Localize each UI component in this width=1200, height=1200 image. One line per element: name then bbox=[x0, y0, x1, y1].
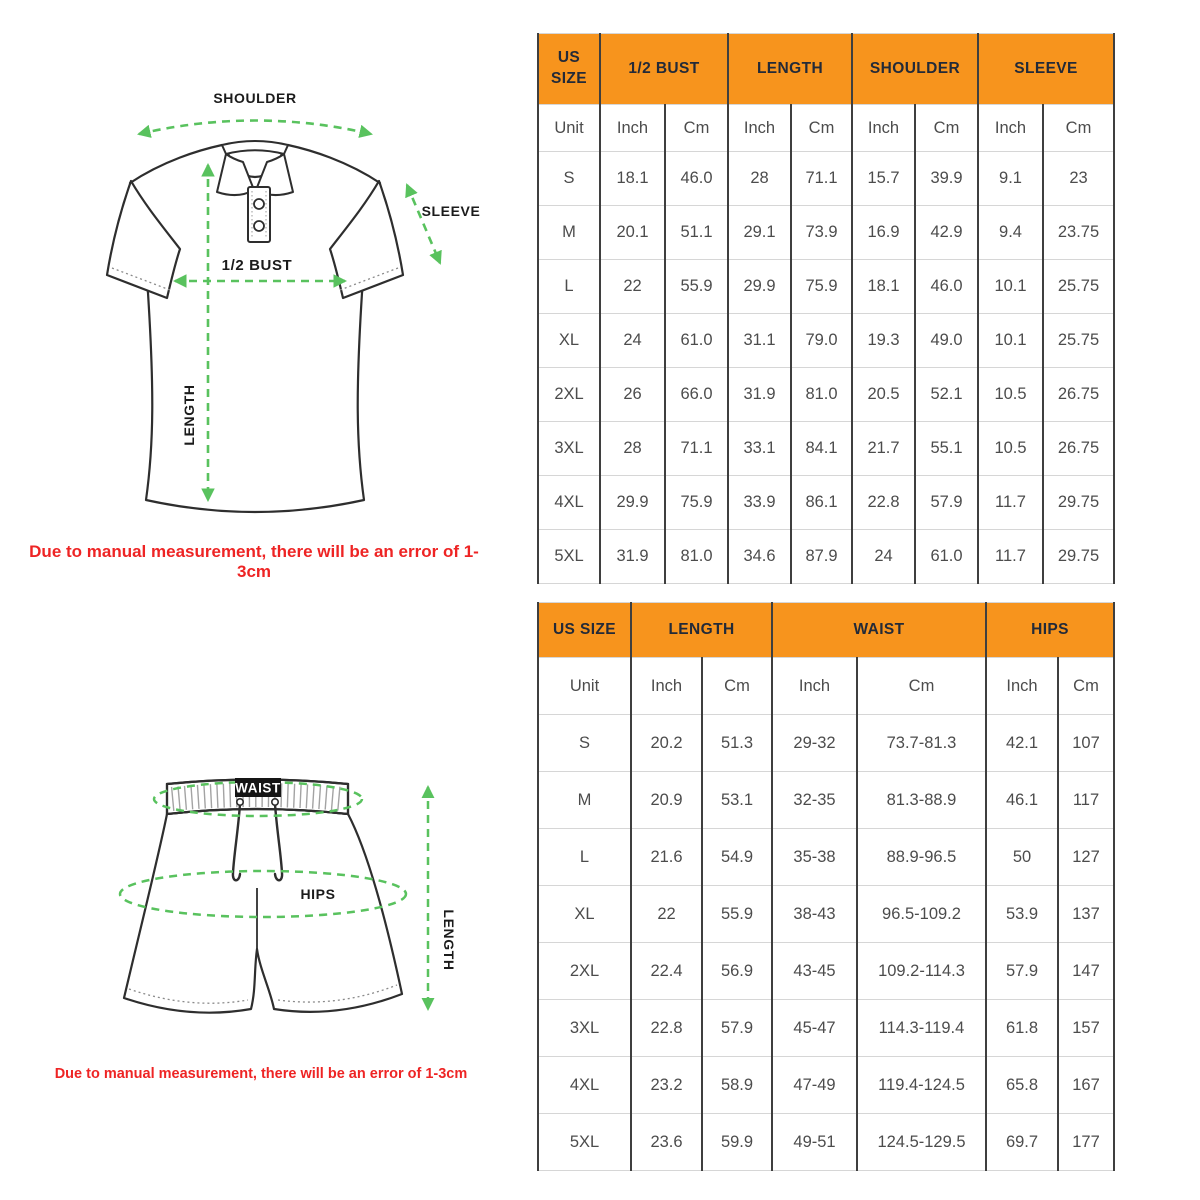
button bbox=[254, 221, 264, 231]
header-row bbox=[538, 603, 1114, 658]
value-cell: 79.0 bbox=[791, 314, 852, 368]
value-cell: 157 bbox=[1058, 1000, 1114, 1057]
size-cell: 3XL bbox=[538, 1000, 631, 1057]
value-cell: 55.1 bbox=[915, 422, 978, 476]
unit-cell: Inch bbox=[852, 105, 915, 152]
value-cell: 26.75 bbox=[1043, 368, 1114, 422]
value-cell: 54.9 bbox=[702, 829, 772, 886]
value-cell: 33.9 bbox=[728, 476, 791, 530]
size-cell: XL bbox=[538, 314, 600, 368]
value-cell: 29.75 bbox=[1043, 530, 1114, 584]
size-row bbox=[538, 943, 1114, 1000]
size-row bbox=[538, 530, 1114, 584]
shorts-diagram bbox=[70, 742, 490, 1042]
value-cell: 119.4-124.5 bbox=[857, 1057, 986, 1114]
value-cell: 55.9 bbox=[665, 260, 728, 314]
unit-row bbox=[538, 658, 1114, 715]
value-cell: 29.9 bbox=[728, 260, 791, 314]
shirt-size-table bbox=[537, 33, 1115, 584]
value-cell: 23.2 bbox=[631, 1057, 702, 1114]
size-row bbox=[538, 152, 1114, 206]
value-cell: 56.9 bbox=[702, 943, 772, 1000]
value-cell: 10.5 bbox=[978, 422, 1043, 476]
header-us-size: US SIZE bbox=[538, 34, 600, 105]
unit-cell: Inch bbox=[772, 658, 857, 715]
unit-cell: Cm bbox=[915, 105, 978, 152]
unit-cell: Cm bbox=[1043, 105, 1114, 152]
header-waist: WAIST bbox=[772, 603, 986, 658]
value-cell: 31.1 bbox=[728, 314, 791, 368]
measurement-error-note: Due to manual measurement, there will be an error of 1-3cm bbox=[54, 1066, 468, 1082]
unit-cell: Cm bbox=[665, 105, 728, 152]
value-cell: 22.4 bbox=[631, 943, 702, 1000]
value-cell: 45-47 bbox=[772, 1000, 857, 1057]
value-cell: 11.7 bbox=[978, 530, 1043, 584]
value-cell: 28 bbox=[600, 422, 665, 476]
value-cell: 51.3 bbox=[702, 715, 772, 772]
value-cell: 23 bbox=[1043, 152, 1114, 206]
value-cell: 20.9 bbox=[631, 772, 702, 829]
value-cell: 53.9 bbox=[986, 886, 1058, 943]
value-cell: 59.9 bbox=[702, 1114, 772, 1171]
unit-cell: Inch bbox=[600, 105, 665, 152]
value-cell: 55.9 bbox=[702, 886, 772, 943]
size-row bbox=[538, 1114, 1114, 1171]
shoulder-arrow bbox=[139, 121, 371, 135]
size-row bbox=[538, 314, 1114, 368]
half-bust-label: 1/2 BUST bbox=[221, 257, 293, 274]
value-cell: 39.9 bbox=[915, 152, 978, 206]
value-cell: 20.5 bbox=[852, 368, 915, 422]
value-cell: 86.1 bbox=[791, 476, 852, 530]
value-cell: 88.9-96.5 bbox=[857, 829, 986, 886]
unit-cell: Cm bbox=[791, 105, 852, 152]
value-cell: 137 bbox=[1058, 886, 1114, 943]
value-cell: 49-51 bbox=[772, 1114, 857, 1171]
value-cell: 15.7 bbox=[852, 152, 915, 206]
size-cell: L bbox=[538, 260, 600, 314]
size-cell: 4XL bbox=[538, 476, 600, 530]
value-cell: 107 bbox=[1058, 715, 1114, 772]
value-cell: 31.9 bbox=[600, 530, 665, 584]
value-cell: 20.1 bbox=[600, 206, 665, 260]
value-cell: 61.0 bbox=[915, 530, 978, 584]
value-cell: 28 bbox=[728, 152, 791, 206]
value-cell: 10.1 bbox=[978, 314, 1043, 368]
value-cell: 29.1 bbox=[728, 206, 791, 260]
size-row bbox=[538, 1000, 1114, 1057]
value-cell: 38-43 bbox=[772, 886, 857, 943]
size-row bbox=[538, 886, 1114, 943]
value-cell: 69.7 bbox=[986, 1114, 1058, 1171]
value-cell: 49.0 bbox=[915, 314, 978, 368]
size-row bbox=[538, 206, 1114, 260]
value-cell: 21.7 bbox=[852, 422, 915, 476]
sleeve-arrow bbox=[407, 185, 440, 263]
value-cell: 26.75 bbox=[1043, 422, 1114, 476]
value-cell: 23.6 bbox=[631, 1114, 702, 1171]
value-cell: 81.0 bbox=[665, 530, 728, 584]
value-cell: 87.9 bbox=[791, 530, 852, 584]
value-cell: 46.0 bbox=[665, 152, 728, 206]
unit-cell: Inch bbox=[986, 658, 1058, 715]
value-cell: 29.9 bbox=[600, 476, 665, 530]
value-cell: 65.8 bbox=[986, 1057, 1058, 1114]
value-cell: 53.1 bbox=[702, 772, 772, 829]
value-cell: 10.1 bbox=[978, 260, 1043, 314]
value-cell: 177 bbox=[1058, 1114, 1114, 1171]
size-row bbox=[538, 260, 1114, 314]
polo-shirt-diagram bbox=[85, 88, 490, 533]
value-cell: 50 bbox=[986, 829, 1058, 886]
value-cell: 9.4 bbox=[978, 206, 1043, 260]
size-cell: M bbox=[538, 772, 631, 829]
waist-label: WAIST bbox=[235, 780, 281, 796]
value-cell: 31.9 bbox=[728, 368, 791, 422]
unit-cell: Cm bbox=[702, 658, 772, 715]
value-cell: 57.9 bbox=[986, 943, 1058, 1000]
value-cell: 47-49 bbox=[772, 1057, 857, 1114]
value-cell: 84.1 bbox=[791, 422, 852, 476]
size-cell: S bbox=[538, 152, 600, 206]
value-cell: 9.1 bbox=[978, 152, 1043, 206]
header-us-size: US SIZE bbox=[538, 603, 631, 658]
value-cell: 25.75 bbox=[1043, 260, 1114, 314]
size-cell: 3XL bbox=[538, 422, 600, 476]
value-cell: 19.3 bbox=[852, 314, 915, 368]
button bbox=[254, 199, 264, 209]
value-cell: 57.9 bbox=[702, 1000, 772, 1057]
header-sleeve: SLEEVE bbox=[978, 34, 1114, 105]
shorts-outline bbox=[124, 780, 402, 1013]
size-cell: 5XL bbox=[538, 1114, 631, 1171]
shorts-size-table bbox=[537, 602, 1115, 1171]
value-cell: 11.7 bbox=[978, 476, 1043, 530]
length-label: LENGTH bbox=[441, 909, 457, 971]
value-cell: 73.9 bbox=[791, 206, 852, 260]
value-cell: 22.8 bbox=[852, 476, 915, 530]
value-cell: 61.8 bbox=[986, 1000, 1058, 1057]
value-cell: 57.9 bbox=[915, 476, 978, 530]
value-cell: 71.1 bbox=[791, 152, 852, 206]
unit-cell: Inch bbox=[631, 658, 702, 715]
value-cell: 29.75 bbox=[1043, 476, 1114, 530]
header-shoulder: SHOULDER bbox=[852, 34, 978, 105]
size-row bbox=[538, 476, 1114, 530]
value-cell: 117 bbox=[1058, 772, 1114, 829]
unit-cell: Cm bbox=[1058, 658, 1114, 715]
value-cell: 127 bbox=[1058, 829, 1114, 886]
size-row bbox=[538, 1057, 1114, 1114]
value-cell: 34.6 bbox=[728, 530, 791, 584]
sleeve-label: SLEEVE bbox=[421, 203, 481, 219]
header-hips: HIPS bbox=[986, 603, 1114, 658]
size-row bbox=[538, 422, 1114, 476]
value-cell: 22.8 bbox=[631, 1000, 702, 1057]
value-cell: 58.9 bbox=[702, 1057, 772, 1114]
value-cell: 46.0 bbox=[915, 260, 978, 314]
value-cell: 124.5-129.5 bbox=[857, 1114, 986, 1171]
size-row bbox=[538, 772, 1114, 829]
size-cell: 5XL bbox=[538, 530, 600, 584]
unit-cell: Inch bbox=[978, 105, 1043, 152]
value-cell: 75.9 bbox=[665, 476, 728, 530]
value-cell: 66.0 bbox=[665, 368, 728, 422]
size-row bbox=[538, 829, 1114, 886]
value-cell: 32-35 bbox=[772, 772, 857, 829]
value-cell: 114.3-119.4 bbox=[857, 1000, 986, 1057]
value-cell: 71.1 bbox=[665, 422, 728, 476]
value-cell: 20.2 bbox=[631, 715, 702, 772]
value-cell: 22 bbox=[600, 260, 665, 314]
header-length: LENGTH bbox=[631, 603, 772, 658]
value-cell: 24 bbox=[852, 530, 915, 584]
value-cell: 167 bbox=[1058, 1057, 1114, 1114]
value-cell: 18.1 bbox=[852, 260, 915, 314]
value-cell: 147 bbox=[1058, 943, 1114, 1000]
unit-label: Unit bbox=[538, 105, 600, 152]
value-cell: 22 bbox=[631, 886, 702, 943]
value-cell: 42.9 bbox=[915, 206, 978, 260]
value-cell: 81.0 bbox=[791, 368, 852, 422]
value-cell: 18.1 bbox=[600, 152, 665, 206]
value-cell: 29-32 bbox=[772, 715, 857, 772]
value-cell: 96.5-109.2 bbox=[857, 886, 986, 943]
shoulder-label: SHOULDER bbox=[213, 90, 297, 106]
value-cell: 10.5 bbox=[978, 368, 1043, 422]
value-cell: 26 bbox=[600, 368, 665, 422]
unit-label: Unit bbox=[538, 658, 631, 715]
value-cell: 51.1 bbox=[665, 206, 728, 260]
size-cell: M bbox=[538, 206, 600, 260]
unit-cell: Cm bbox=[857, 658, 986, 715]
header-1-2-bust: 1/2 BUST bbox=[600, 34, 728, 105]
size-row bbox=[538, 368, 1114, 422]
value-cell: 21.6 bbox=[631, 829, 702, 886]
length-label: LENGTH bbox=[181, 384, 197, 446]
size-cell: L bbox=[538, 829, 631, 886]
value-cell: 43-45 bbox=[772, 943, 857, 1000]
size-cell: S bbox=[538, 715, 631, 772]
unit-cell: Inch bbox=[728, 105, 791, 152]
value-cell: 25.75 bbox=[1043, 314, 1114, 368]
size-cell: 2XL bbox=[538, 943, 631, 1000]
value-cell: 81.3-88.9 bbox=[857, 772, 986, 829]
value-cell: 16.9 bbox=[852, 206, 915, 260]
value-cell: 75.9 bbox=[791, 260, 852, 314]
size-cell: XL bbox=[538, 886, 631, 943]
size-cell: 4XL bbox=[538, 1057, 631, 1114]
value-cell: 24 bbox=[600, 314, 665, 368]
value-cell: 42.1 bbox=[986, 715, 1058, 772]
value-cell: 23.75 bbox=[1043, 206, 1114, 260]
hips-label: HIPS bbox=[300, 886, 336, 902]
value-cell: 46.1 bbox=[986, 772, 1058, 829]
value-cell: 109.2-114.3 bbox=[857, 943, 986, 1000]
value-cell: 61.0 bbox=[665, 314, 728, 368]
value-cell: 73.7-81.3 bbox=[857, 715, 986, 772]
measurement-error-note: Due to manual measurement, there will be an error of 1-3cm bbox=[29, 542, 479, 581]
unit-row bbox=[538, 105, 1114, 152]
size-cell: 2XL bbox=[538, 368, 600, 422]
value-cell: 33.1 bbox=[728, 422, 791, 476]
size-row bbox=[538, 715, 1114, 772]
header-length: LENGTH bbox=[728, 34, 852, 105]
value-cell: 35-38 bbox=[772, 829, 857, 886]
value-cell: 52.1 bbox=[915, 368, 978, 422]
header-row bbox=[538, 34, 1114, 105]
